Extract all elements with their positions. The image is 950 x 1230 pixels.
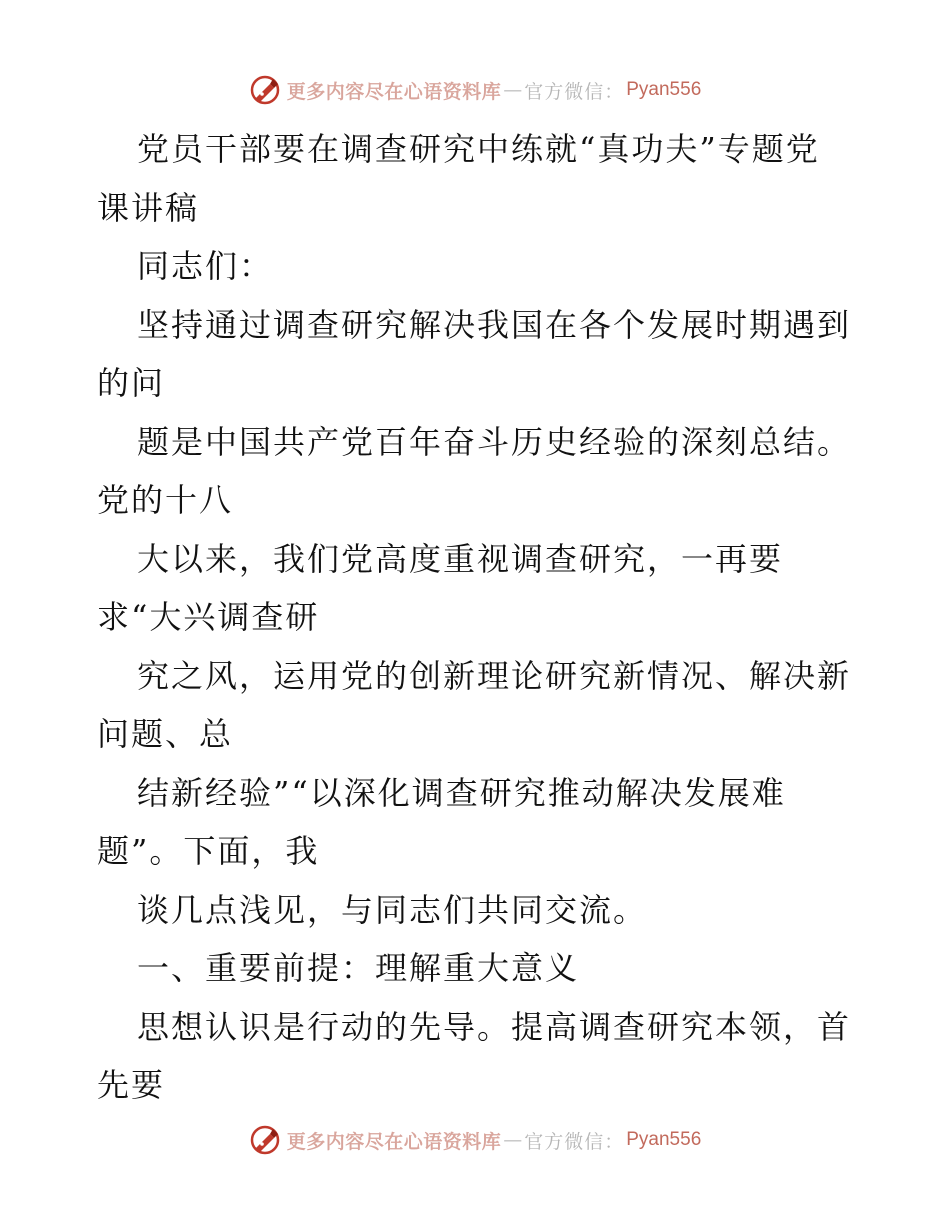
text-line: 同志们： [137, 247, 274, 285]
watermark-brand-text: 更多内容尽在心语资料库 [286, 1130, 502, 1153]
text-line: 题是中国共产党百年奋斗历史经验的深刻总结。 [137, 422, 852, 461]
text-line: 坚持通过调查研究解决我国在各个发展时期遇到 [137, 305, 852, 344]
text-line: 先要 [97, 1066, 166, 1104]
watermark-wechat-label: 官方微信： [524, 1130, 625, 1153]
text-line: 求“大兴调查研 [97, 598, 320, 636]
text-line: 结新经验”“以深化调查研究推动解决发展难 [137, 773, 786, 812]
header-watermark [0, 70, 950, 110]
red-pen-nib-logo-icon [249, 74, 281, 106]
text-line: 的问 [97, 364, 166, 402]
text-line: 党的十八 [97, 481, 234, 519]
watermark-wechat-label: 官方微信： [524, 80, 625, 103]
watermark-wechat-id: Pyan556 [626, 79, 702, 100]
text-line: 题”。下面，我 [97, 832, 320, 870]
watermark-wechat-id: Pyan556 [626, 1129, 702, 1150]
watermark-separator: — [503, 79, 523, 101]
text-line: 谈几点浅见，与同志们共同交流。 [137, 890, 648, 929]
text-line: 党员干部要在调查研究中练就“真功夫”专题党 [137, 130, 820, 168]
text-line: 思想认识是行动的先导。提高调查研究本领，首 [137, 1007, 852, 1046]
text-line: 究之风，运用党的创新理论研究新情况、解决新 [137, 656, 852, 695]
text-line: 大以来，我们党高度重视调查研究，一再要 [137, 539, 784, 578]
red-pen-nib-logo-icon [249, 1124, 281, 1156]
text-line: 课讲稿 [97, 188, 200, 227]
text-line: 问题、总 [97, 715, 234, 753]
footer-watermark [0, 1120, 950, 1160]
section-heading: 一、重要前提：理解重大意义 [137, 949, 580, 987]
document-body [97, 120, 857, 1115]
watermark-separator: — [503, 1129, 523, 1151]
watermark-brand-text: 更多内容尽在心语资料库 [286, 80, 502, 103]
